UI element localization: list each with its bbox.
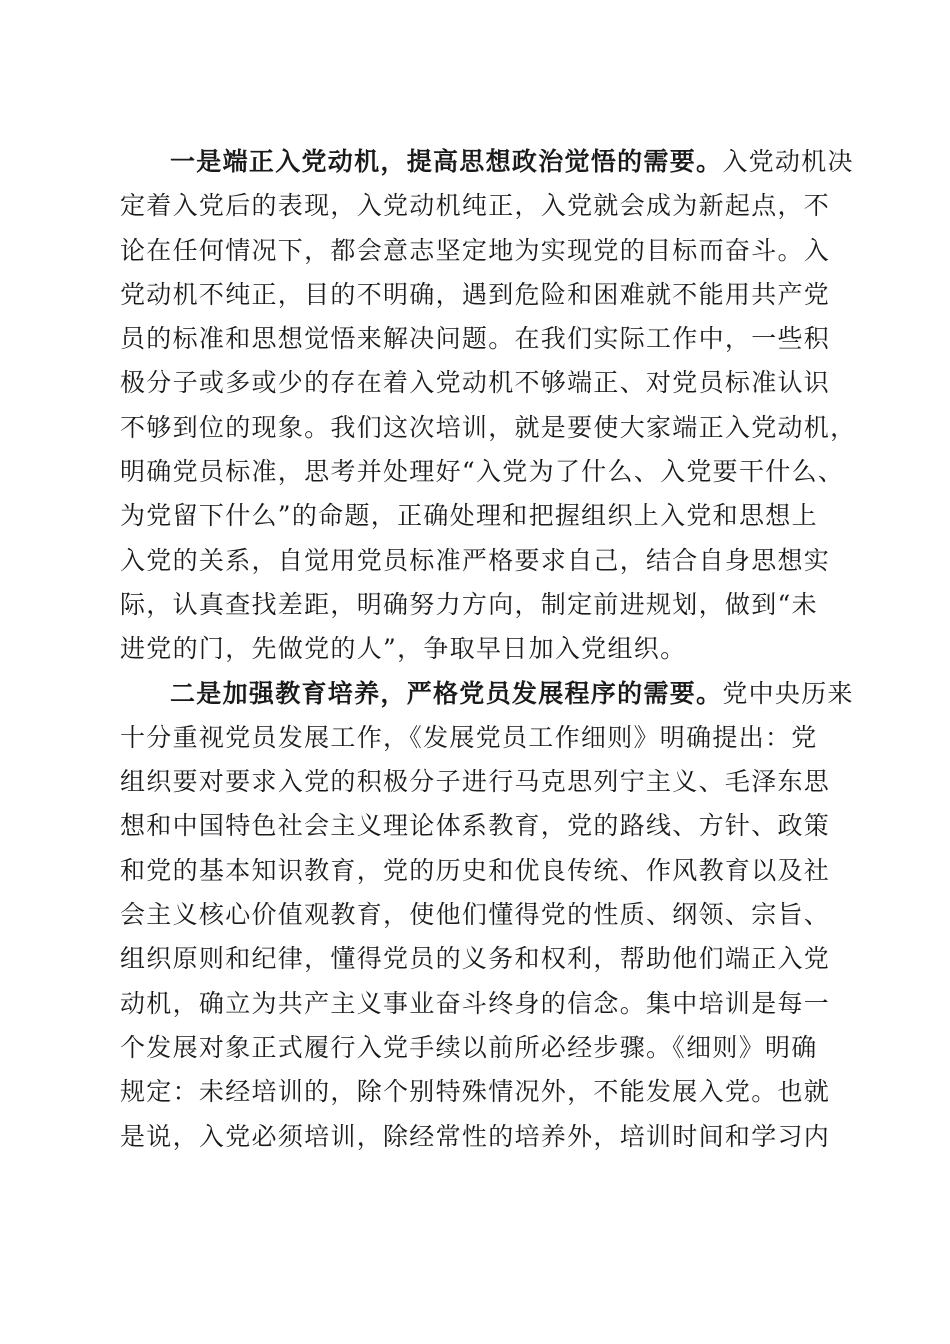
text-line — [120, 140, 854, 184]
text-line: 个发展对象正式履行入党手续以前所必经步骤。《细则》明确 — [120, 1032, 818, 1062]
text-line: 党动机不纯正，目的不明确，遇到危险和困难就不能用共产党 — [120, 279, 831, 309]
text-line: 不够到位的现象。我们这次培训，就是要使大家端正入党动机， — [120, 412, 857, 442]
text-line — [120, 672, 854, 716]
text-line: 是说，入党必须培训，除经常性的培养外，培训时间和学习内 — [120, 1121, 831, 1151]
paragraph-1 — [120, 140, 857, 672]
text-line: 论在任何情况下，都会意志坚定地为实现党的目标而奋斗。入 — [120, 235, 831, 265]
text-line: 入党的关系，自觉用党员标准严格要求自己，结合自身思想实 — [120, 545, 831, 575]
text-line: 明确党员标准，思考并处理好“入党为了什么、入党要干什么、 — [120, 457, 845, 487]
text-line: 员的标准和思想觉悟来解决问题。在我们实际工作中，一些积 — [120, 324, 831, 354]
document-body — [120, 140, 857, 1159]
paragraph-lead: 一是端正入党动机，提高思想政治觉悟的需要。 — [170, 147, 723, 176]
paragraph-2 — [120, 672, 854, 1159]
text-line: 为党留下什么”的命题，正确处理和把握组织上入党和思想上 — [120, 501, 818, 531]
text-line: 想和中国特色社会主义理论体系教育，党的路线、方针、政策 — [120, 811, 831, 841]
text-line: 定着入党后的表现，入党动机纯正，入党就会成为新起点，不 — [120, 191, 831, 221]
text-run: 党中央历来 — [722, 678, 854, 708]
text-line: 进党的门，先做党的人”，争取早日加入党组织。 — [120, 634, 687, 664]
text-line: 规定：未经培训的，除个别特殊情况外，不能发展入党。也就 — [120, 1077, 831, 1107]
text-line: 极分子或多或少的存在着入党动机不够端正、对党员标准认识 — [120, 368, 831, 398]
paragraph-lead: 二是加强教育培养，严格党员发展程序的需要。 — [170, 678, 723, 708]
text-run: 入党动机决 — [722, 147, 854, 176]
text-line: 组织要对要求入党的积极分子进行马克思列宁主义、毛泽东思 — [120, 767, 831, 797]
text-line: 组织原则和纪律，懂得党员的义务和权利，帮助他们端正入党 — [120, 944, 831, 974]
text-line: 动机，确立为共产主义事业奋斗终身的信念。集中培训是每一 — [120, 988, 831, 1018]
text-line: 会主义核心价值观教育，使他们懂得党的性质、纲领、宗旨、 — [120, 900, 831, 930]
text-line: 际，认真查找差距，明确努力方向，制定前进规划，做到“未 — [120, 589, 818, 619]
text-line: 和党的基本知识教育，党的历史和优良传统、作风教育以及社 — [120, 855, 831, 885]
text-line: 十分重视党员发展工作，《发展党员工作细则》明确提出：党 — [120, 722, 818, 752]
